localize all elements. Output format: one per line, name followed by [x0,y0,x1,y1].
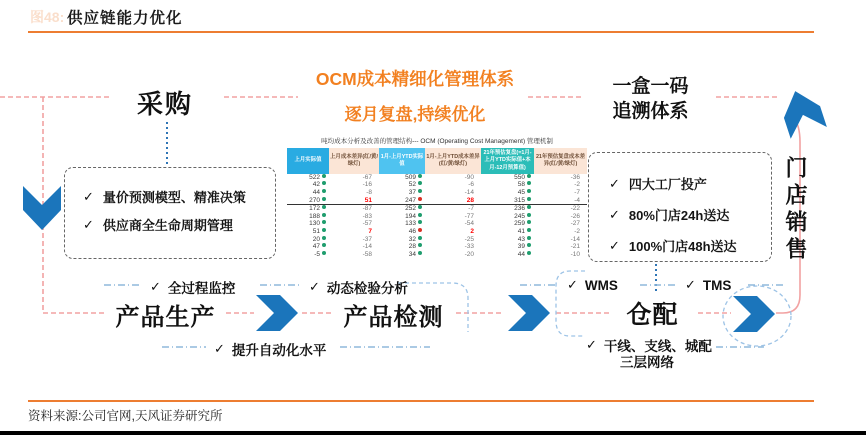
status-dot-icon [527,228,531,232]
source-divider [28,400,814,402]
label-network-line2: 三层网络 [620,355,674,370]
cell-value: -57 [362,220,372,228]
table-cell [287,228,329,236]
status-dot-icon [527,251,531,255]
cell-value: 315 [514,196,525,204]
table-header-cell: 1月-上月YTD成本差异(红/黄/绿灯) [425,148,481,174]
cell-value: 39 [517,243,525,251]
label-dynamic-inspection [309,277,408,297]
table-row [287,174,587,182]
table-cell [481,181,534,189]
status-dot-icon [527,236,531,240]
source-text: 资料来源:公司官网,天风证券研究所 [28,409,223,423]
table-row [287,197,587,205]
table-cell [379,251,425,259]
table-cell [379,213,425,221]
label-text: WMS [584,277,618,293]
node-traceability [593,74,708,124]
status-dot-icon [322,228,326,232]
table-cell [329,251,379,259]
cell-value: -14 [570,235,580,243]
table-cell [287,181,329,189]
label-tms [685,277,731,293]
cell-value: -87 [362,205,372,213]
cell-value: -54 [464,220,474,228]
figure-label: 图48: [30,9,65,25]
check-icon: ✓ [609,206,620,222]
label-automation [214,339,326,359]
table-cell [329,243,379,251]
table-cell [534,236,587,244]
checklist-item [609,174,771,193]
table-row [287,189,587,197]
status-dot-icon [527,213,531,217]
cell-value: -22 [570,205,580,213]
cell-value: -20 [464,250,474,258]
cell-value: -2 [574,181,580,189]
cell-value: 43 [517,235,525,243]
table-header-cell: 21年预估复盘(=1月-上月YTD实际值+本月-12月预算值) [481,148,534,174]
table-cell [287,189,329,197]
cell-value: -26 [570,212,580,220]
cell-value: 51 [312,228,320,236]
table-cell [425,243,481,251]
status-dot-icon [527,220,531,224]
check-icon: ✓ [567,277,578,292]
check-icon: ✓ [609,237,620,253]
table-cell [481,213,534,221]
flow-arrow-right-icon [508,295,550,331]
status-dot-icon [527,174,531,178]
table-cell [329,213,379,221]
status-dot-icon [322,189,326,193]
table-row [287,236,587,244]
table-cell [379,189,425,197]
status-dot-icon [322,243,326,247]
checklist-label: 量价预测模型、精准决策 [102,190,246,205]
status-dot-icon [527,181,531,185]
table-cell [425,228,481,236]
table-row [287,213,587,221]
status-dot-icon [418,228,422,232]
table-cell [329,189,379,197]
table-cell [287,213,329,221]
table-cell [534,220,587,228]
cell-value: -83 [362,212,372,220]
center-title-line1: OCM成本精细化管理体系 [315,69,515,89]
node-production: 产品生产 [115,304,216,331]
cell-value: 47 [312,243,320,251]
cell-value: 58 [517,181,525,189]
table-cell [379,236,425,244]
traceability-line2: 追溯体系 [612,101,689,122]
label-full-process [150,277,235,297]
table-cell [425,220,481,228]
table-cell [329,181,379,189]
table-cell [481,243,534,251]
cell-value: 133 [405,220,416,228]
check-icon: ✓ [150,279,161,294]
table-row [287,181,587,189]
status-dot-icon [418,251,422,255]
table-cell [425,197,481,205]
table-header-cell: 上月实际值 [287,148,329,174]
cell-value: 270 [309,196,320,204]
cell-value: 42 [312,181,320,189]
cell-value: -4 [574,196,580,204]
cell-value: 522 [309,173,320,181]
cell-value: -8 [366,189,372,197]
cell-value: 34 [408,250,416,258]
check-icon: ✓ [309,279,320,294]
checklist-item [83,215,275,234]
cell-value: 28 [408,243,416,251]
table-cell [329,197,379,205]
table-cell [534,189,587,197]
cell-value: -2 [574,228,580,236]
table-header-cell: 上月成本差异(红/黄/绿灯) [329,148,379,174]
label-text: 提升自动化水平 [231,343,327,358]
cell-value: 7 [368,228,372,236]
cell-value: -21 [570,243,580,251]
table-cell [379,197,425,205]
status-dot-icon [322,213,326,217]
table-cell [329,236,379,244]
table-header-cell: 21年预估复盘成本差异(红/黄/绿灯) [534,148,587,174]
cell-value: 509 [405,173,416,181]
cell-value: 130 [309,220,320,228]
label-text: 干线、支线、城配 [603,339,712,354]
table-cell [481,228,534,236]
traceability-line1: 一盒一码 [612,76,689,97]
status-dot-icon [418,174,422,178]
table-cell [287,174,329,182]
label-text: 动态检验分析 [326,281,408,296]
node-inspection: 产品检测 [343,304,444,331]
cell-value: -7 [468,205,474,213]
table-cell [481,236,534,244]
cell-value: 172 [309,205,320,213]
cell-value: 550 [514,173,525,181]
status-dot-icon [322,220,326,224]
table-cell [329,228,379,236]
table-cell [287,197,329,205]
cell-value: 46 [408,228,416,236]
table-cell [425,174,481,182]
cell-value: 236 [514,205,525,213]
table-cell [534,181,587,189]
table-cell [534,251,587,259]
status-dot-icon [418,181,422,185]
title-divider [28,31,814,33]
table-cell [425,251,481,259]
ocm-cost-table [287,148,587,258]
status-dot-icon [418,243,422,247]
table-cell [287,220,329,228]
cell-value: -10 [570,250,580,258]
cell-value: 245 [514,212,525,220]
status-dot-icon [418,236,422,240]
cell-value: -67 [362,173,372,181]
table-cell [481,205,534,213]
check-icon: ✓ [214,341,225,356]
label-wms [567,277,618,293]
node-procurement: 采购 [136,89,193,119]
flow-arrow-right-icon [733,296,775,332]
table-cell [287,236,329,244]
table-cell [534,243,587,251]
table-cell [329,174,379,182]
status-dot-icon [527,197,531,201]
table-cell [534,197,587,205]
table-header-cell: 1月-上月YTD实际值 [379,148,425,174]
status-dot-icon [322,181,326,185]
table-cell [287,243,329,251]
table-row [287,228,587,236]
status-dot-icon [322,174,326,178]
cell-value: -14 [362,243,372,251]
table-cell [329,205,379,213]
check-icon: ✓ [83,216,94,232]
cell-value: 32 [408,235,416,243]
cell-value: 37 [408,189,416,197]
cell-value: -6 [468,181,474,189]
table-cell [379,220,425,228]
check-icon: ✓ [586,337,597,352]
status-dot-icon [418,205,422,209]
check-icon: ✓ [83,188,94,204]
table-cell [329,220,379,228]
status-dot-icon [418,189,422,193]
status-dot-icon [418,197,422,201]
table-cell [425,205,481,213]
cell-value: 28 [466,196,474,204]
table-row [287,251,587,259]
table-cell [425,181,481,189]
checklist-label: 供应商全生命周期管理 [102,218,233,233]
cell-value: 2 [470,228,474,236]
checklist-item [609,205,771,224]
cell-value: 247 [405,196,416,204]
status-dot-icon [322,197,326,201]
table-cell [481,197,534,205]
table-cell [287,251,329,259]
page-title: 供应链能力优化 [67,10,183,27]
cell-value: -77 [464,212,474,220]
procurement-capability-box [64,167,276,259]
table-cell [379,181,425,189]
table-cell [481,189,534,197]
table-cell [379,228,425,236]
check-icon: ✓ [685,277,696,292]
label-text: 全过程监控 [167,281,236,296]
table-row [287,205,587,213]
status-dot-icon [322,236,326,240]
cell-value: 188 [309,212,320,220]
cell-value: 20 [312,235,320,243]
cell-value: 252 [405,205,416,213]
center-title-line2: 逐月复盘,持续优化 [344,105,486,124]
checklist-label: 100%门店48h送达 [628,239,737,254]
cell-value: 44 [517,250,525,258]
table-cell [379,174,425,182]
cell-value: -14 [464,189,474,197]
table-row [287,243,587,251]
table-cell [534,228,587,236]
cell-value: -37 [362,235,372,243]
cell-value: -5 [314,250,320,258]
cell-value: 194 [405,212,416,220]
status-dot-icon [527,205,531,209]
flow-arrow-up-icon [777,85,827,139]
cell-value: -90 [464,173,474,181]
status-dot-icon [322,205,326,209]
cell-value: 44 [312,189,320,197]
cell-value: -27 [570,220,580,228]
cell-value: 51 [364,196,372,204]
checklist-item [83,187,275,206]
status-dot-icon [418,213,422,217]
table-cell [534,174,587,182]
ocm-table-panel [287,136,587,258]
flow-arrow-down-icon [23,186,61,230]
table-cell [425,189,481,197]
cell-value: -25 [464,235,474,243]
table-cell [425,236,481,244]
checklist-label: 80%门店24h送达 [628,208,730,223]
table-cell [534,213,587,221]
table-cell [287,205,329,213]
check-icon: ✓ [609,175,620,191]
table-cell [481,220,534,228]
checklist-item [609,236,771,255]
status-dot-icon [527,243,531,247]
cell-value: -16 [362,181,372,189]
cell-value: -33 [464,243,474,251]
flow-arrow-right-icon [256,295,298,331]
table-cell [425,213,481,221]
cell-value: -58 [362,250,372,258]
cell-value: 41 [517,228,525,236]
cell-value: 52 [408,181,416,189]
checklist-label: 四大工厂投产 [628,177,707,192]
label-text: TMS [702,277,732,293]
table-cell [481,251,534,259]
bottom-border [0,431,866,435]
ocm-table-title: 吨均成本分析及改善的管理结构--- OCM (Operating Cost Management) 管理机制 [321,138,553,145]
cell-value: 45 [517,189,525,197]
table-cell [534,205,587,213]
delivery-capability-box [588,152,772,262]
status-dot-icon [418,220,422,224]
table-cell [379,205,425,213]
cell-value: 259 [514,220,525,228]
table-row [287,220,587,228]
cell-value: -7 [574,189,580,197]
node-store-sales: 门店销售 [783,156,808,264]
node-warehousing: 仓配 [626,301,679,329]
table-cell [481,174,534,182]
status-dot-icon [322,251,326,255]
cell-value: -36 [570,173,580,181]
status-dot-icon [527,189,531,193]
table-cell [379,243,425,251]
